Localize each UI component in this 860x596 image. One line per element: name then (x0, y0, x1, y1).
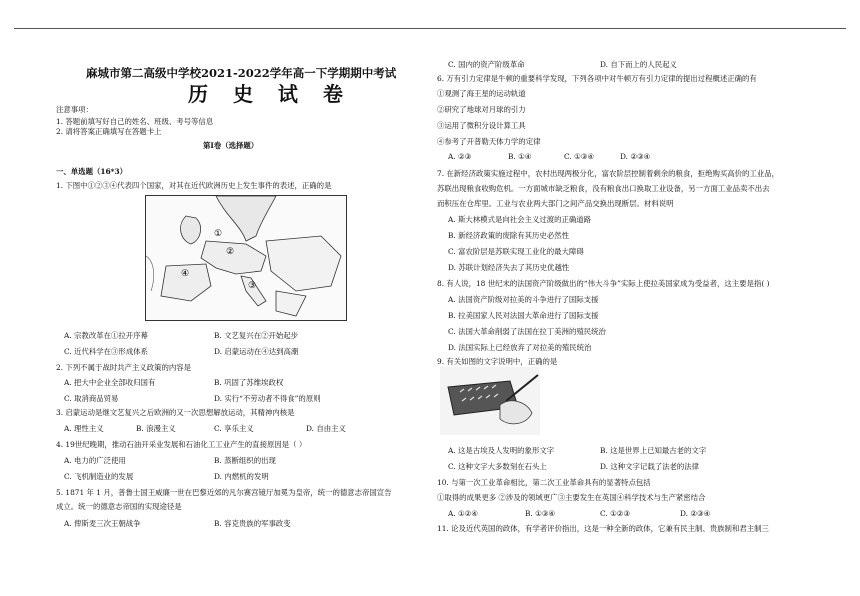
question-stem: 7. 在新经济政策实施过程中，农村出现两极分化，富农阶层控制着剩余的粮食，拒绝购买高价的工业品， (437, 169, 779, 178)
option: A. 宗教改革在①拉开序幕 (64, 331, 148, 340)
part-title: 一、单选题（16*3） (56, 167, 128, 176)
option: C. 法国大革命削弱了法国在拉丁美洲的殖民统治 (448, 327, 606, 336)
option: B. 容克贵族的军事政变 (214, 519, 291, 528)
option: B. ①④ (508, 152, 532, 161)
question-stem-cont: 成立。统一的德意志帝国的实现途径是 (56, 502, 182, 511)
option: D. 自由主义 (306, 424, 346, 433)
option: D. 这种文字记载了法老的法律 (600, 462, 700, 471)
question-stem: 1. 下图中①②③④代表四个国家，对其在近代欧洲历史上发生事件的表述，正确的是 (56, 181, 332, 190)
question-stem: 2. 下列不属于战时共产主义政策的内容是 (56, 363, 192, 372)
option: B. 巩固了苏维埃政权 (214, 378, 284, 387)
option: C. 近代科学在③形成体系 (64, 347, 148, 356)
map-label: ① (214, 229, 223, 239)
option: C. ①③④ (564, 152, 594, 161)
question-stem: 6. 万有引力定律是牛顿的重要科学发现，下列各项中对牛顿万有引力定律的提出过程概述正确的有 (437, 74, 757, 83)
exam-title: 麻城市第二高级中学校2021-2022学年高一下学期期中考试 (86, 66, 397, 80)
option: B. 文艺复兴在②开始起步 (214, 331, 299, 340)
option: A. 法国资产阶级对拉美的斗争进行了国际支援 (448, 295, 599, 304)
option: B. 这是世界上已知最古老的文字 (600, 446, 707, 455)
statement-line: ③运用了微积分设计算工具 (437, 121, 526, 130)
option: C. 飞机制造业的发展 (64, 472, 134, 481)
notes-item: 1. 答题前填写好自己的姓名、班级、考号等信息 (56, 117, 214, 126)
option: A. 把大中企业全部收归国有 (64, 378, 156, 387)
option: D. 法国实际上已经放弃了对拉美的殖民统治 (448, 343, 592, 352)
europe-map (145, 195, 347, 321)
option: C. 这种文字大多数刻在石头上 (448, 462, 547, 471)
option: C. 享乐主义 (214, 424, 254, 433)
notes-heading: 注意事项： (56, 105, 93, 114)
statement-line: ①观测了海王星的运动轨道 (437, 89, 526, 98)
option: B. 蒸断组织的出现 (214, 456, 276, 465)
option: B. 新经济政策的废除有其历史必然性 (448, 231, 569, 240)
question-stem: 11. 论及近代英国的政体，有学者评价指出，这是一种全新的政体，它兼有民主制、贵族制和君主制三 (437, 524, 769, 533)
option: C. 富农阶层是苏联实现工业化的最大障碍 (448, 247, 584, 256)
exam-subtitle: 历 史 试 卷 (188, 82, 352, 106)
statement-line: ④参考了开普勒天体力学的定律 (437, 137, 541, 146)
map-label: ④ (181, 269, 190, 279)
option: D. 实行“不劳动者不得食”的原则 (214, 394, 321, 403)
question-stem: 8. 有人说，18 世纪末的法国资产阶级做出的“伟大斗争”实际上使拉美国家成为受益者，这主要是指( ) (437, 279, 770, 288)
option: D. ②③④ (620, 152, 651, 161)
question-stem-cont: 而积压在仓库里。工业与农业两大部门之间产品交换出现断层。材料说明 (437, 199, 674, 208)
option: C. 国内的资产阶级革命 (448, 60, 525, 69)
statement-line: ②研究了地球对月球的引力 (437, 105, 526, 114)
header-rule (14, 28, 846, 29)
option: D. 启蒙运动在④达到高潮 (214, 347, 299, 356)
question-stem: 4. 19世纪晚期，推动石油开采业发展和石油化工工业产生的直接原因是（ ） (56, 440, 307, 449)
question-stem: 10. 与第一次工业革命相比，第二次工业革命具有的显著特点包括 (437, 478, 651, 487)
option: A. ②③ (448, 152, 472, 161)
notes-item: 2. 请将答案正确填写在答题卡上 (56, 127, 162, 136)
map-label: ② (226, 247, 235, 257)
clay-tablet-image (440, 367, 540, 435)
option: D. ②③④ (680, 509, 711, 518)
option: D. 苏联计划经济失去了其历史优越性 (448, 263, 570, 272)
option: D. 自下而上的人民起义 (600, 60, 677, 69)
option: C. ①②③ (600, 509, 630, 518)
question-stem: 5. 1871 年 1 月，普鲁士国王威廉一世在巴黎近郊的凡尔赛宫镜厅加冕为皇帝，统一的德意志帝国宣告 (56, 488, 392, 497)
question-stem: 3. 启蒙运动是继文艺复兴之后欧洲的又一次思想解放运动，其精神内核是 (56, 408, 295, 417)
option: C. 取消商品贸易 (64, 394, 119, 403)
option: A. 斯大林模式是向社会主义过渡的正确道路 (448, 215, 592, 224)
option: B. ①③④ (525, 509, 556, 518)
question-stem: 9. 有关如图的文字说明中，正确的是 (437, 357, 558, 366)
option: B. 拉美国家人民对法国大革命进行了国际支援 (448, 311, 599, 320)
option: A. 理性主义 (64, 424, 104, 433)
option: A. 俾斯麦三次王朝战争 (64, 519, 141, 528)
map-label: ③ (248, 281, 257, 291)
section-title: 第Ⅰ卷（选择题） (203, 141, 259, 150)
option: D. 内燃机的发明 (214, 472, 269, 481)
question-stem-cont: 苏联出现粮食收购危机。一方面城市缺乏粮食，没有粮食出口换取工业设备，另一方面工业品卖不出去 (437, 184, 770, 193)
option: A. ①②④ (448, 509, 478, 518)
option: B. 浪漫主义 (136, 424, 176, 433)
option: A. 电力的广泛使用 (64, 456, 126, 465)
option: A. 这是古埃及人发明的象形文字 (448, 446, 555, 455)
map-drawing (146, 196, 346, 320)
question-stem-cont: ①取得的成果更多 ②涉及的领域更广③主要发生在英国④科学技术与生产紧密结合 (437, 493, 706, 502)
